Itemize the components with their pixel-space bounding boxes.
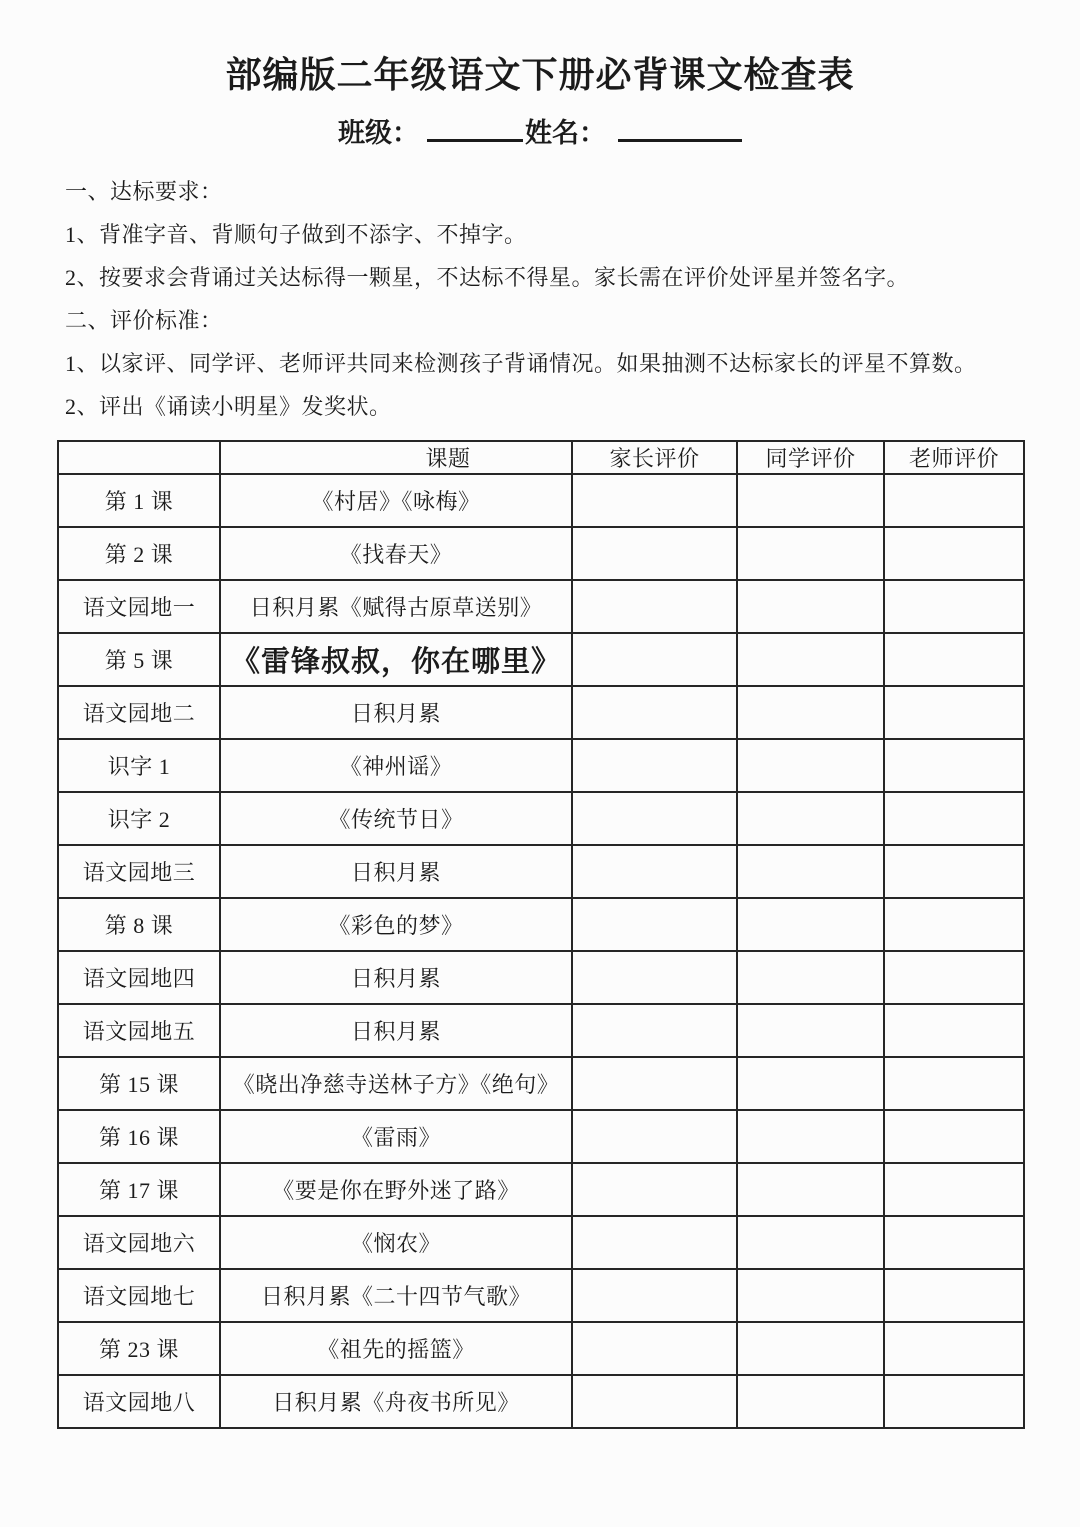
identity-line [0, 115, 1080, 149]
lesson-cell: 语文园地一 [58, 580, 220, 633]
topic-cell: 日积月累 [220, 951, 572, 1004]
table-row [58, 1163, 1024, 1216]
peer-eval-cell [737, 792, 884, 845]
class-label: 班级： [338, 118, 419, 149]
parent-eval-cell [572, 951, 737, 1004]
parent-eval-cell [572, 580, 737, 633]
teacher-eval-cell [884, 1322, 1024, 1375]
parent-eval-cell [572, 686, 737, 739]
column-header: 课题 [220, 441, 572, 474]
table-row [58, 1004, 1024, 1057]
section-1-heading: 一、达标要求： [65, 178, 223, 204]
parent-eval-cell [572, 1322, 737, 1375]
teacher-eval-cell [884, 1375, 1024, 1428]
lesson-cell: 第 1 课 [58, 474, 220, 527]
table-row [58, 633, 1024, 686]
teacher-eval-cell [884, 792, 1024, 845]
criteria-item-2: 2、评出《诵读小明星》发奖状。 [65, 393, 392, 419]
parent-eval-cell [572, 633, 737, 686]
topic-cell: 日积月累 [220, 845, 572, 898]
lesson-cell: 语文园地六 [58, 1216, 220, 1269]
peer-eval-cell [737, 1057, 884, 1110]
teacher-eval-cell [884, 527, 1024, 580]
column-header: 同学评价 [737, 441, 884, 474]
table-row [58, 474, 1024, 527]
peer-eval-cell [737, 1375, 884, 1428]
teacher-eval-cell [884, 1110, 1024, 1163]
topic-cell: 《神州谣》 [220, 739, 572, 792]
lesson-cell: 第 16 课 [58, 1110, 220, 1163]
peer-eval-cell [737, 1004, 884, 1057]
table-row [58, 1057, 1024, 1110]
parent-eval-cell [572, 1110, 737, 1163]
lesson-cell: 识字 1 [58, 739, 220, 792]
peer-eval-cell [737, 633, 884, 686]
topic-cell: 《传统节日》 [220, 792, 572, 845]
parent-eval-cell [572, 792, 737, 845]
table-row [58, 898, 1024, 951]
parent-eval-cell [572, 1004, 737, 1057]
topic-cell: 《彩色的梦》 [220, 898, 572, 951]
teacher-eval-cell [884, 951, 1024, 1004]
peer-eval-cell [737, 739, 884, 792]
parent-eval-cell [572, 1375, 737, 1428]
topic-cell: 《雷雨》 [220, 1110, 572, 1163]
peer-eval-cell [737, 1110, 884, 1163]
class-blank-line [427, 115, 523, 142]
parent-eval-cell [572, 1269, 737, 1322]
requirement-item-1: 1、背准字音、背顺句子做到不添字、不掉字。 [65, 221, 527, 247]
teacher-eval-cell [884, 686, 1024, 739]
topic-cell: 日积月累《二十四节气歌》 [220, 1269, 572, 1322]
column-header: 老师评价 [884, 441, 1024, 474]
table-row [58, 1110, 1024, 1163]
teacher-eval-cell [884, 1057, 1024, 1110]
peer-eval-cell [737, 1163, 884, 1216]
peer-eval-cell [737, 1269, 884, 1322]
table-head [58, 441, 1024, 474]
table-header-row [58, 441, 1024, 474]
topic-cell: 《悯农》 [220, 1216, 572, 1269]
peer-eval-cell [737, 1322, 884, 1375]
topic-cell: 《村居》《咏梅》 [220, 474, 572, 527]
topic-cell: 日积月累《舟夜书所见》 [220, 1375, 572, 1428]
topic-cell: 《祖先的摇篮》 [220, 1322, 572, 1375]
lesson-cell: 语文园地二 [58, 686, 220, 739]
lesson-cell: 语文园地五 [58, 1004, 220, 1057]
peer-eval-cell [737, 845, 884, 898]
topic-cell: 《要是你在野外迷了路》 [220, 1163, 572, 1216]
topic-cell: 《雷锋叔叔，你在哪里》 [220, 633, 572, 686]
table-row [58, 527, 1024, 580]
teacher-eval-cell [884, 898, 1024, 951]
topic-cell: 日积月累《赋得古原草送别》 [220, 580, 572, 633]
peer-eval-cell [737, 1216, 884, 1269]
parent-eval-cell [572, 739, 737, 792]
criteria-item-1: 1、以家评、同学评、老师评共同来检测孩子背诵情况。如果抽测不达标家长的评星不算数。 [65, 350, 977, 376]
parent-eval-cell [572, 845, 737, 898]
parent-eval-cell [572, 474, 737, 527]
lesson-cell: 第 8 课 [58, 898, 220, 951]
recitation-check-table [57, 440, 1025, 1429]
instructions-block [65, 180, 1025, 418]
teacher-eval-cell [884, 845, 1024, 898]
topic-cell: 日积月累 [220, 686, 572, 739]
peer-eval-cell [737, 951, 884, 1004]
teacher-eval-cell [884, 739, 1024, 792]
teacher-eval-cell [884, 580, 1024, 633]
parent-eval-cell [572, 898, 737, 951]
table-row [58, 580, 1024, 633]
lesson-cell: 识字 2 [58, 792, 220, 845]
column-header-blank [58, 441, 220, 474]
table-row [58, 1216, 1024, 1269]
lesson-cell: 第 2 课 [58, 527, 220, 580]
table-row [58, 1375, 1024, 1428]
topic-cell: 《晓出净慈寺送林子方》《绝句》 [220, 1057, 572, 1110]
lesson-cell: 语文园地四 [58, 951, 220, 1004]
peer-eval-cell [737, 474, 884, 527]
teacher-eval-cell [884, 474, 1024, 527]
table-row [58, 686, 1024, 739]
lesson-cell: 第 17 课 [58, 1163, 220, 1216]
teacher-eval-cell [884, 1004, 1024, 1057]
table-row [58, 951, 1024, 1004]
teacher-eval-cell [884, 633, 1024, 686]
lesson-cell: 第 5 课 [58, 633, 220, 686]
table-row [58, 739, 1024, 792]
page-title: 部编版二年级语文下册必背课文检查表 [225, 54, 855, 95]
topic-cell: 日积月累 [220, 1004, 572, 1057]
parent-eval-cell [572, 527, 737, 580]
name-blank-line [618, 115, 742, 142]
parent-eval-cell [572, 1163, 737, 1216]
requirement-item-2: 2、按要求会背诵过关达标得一颗星，不达标不得星。家长需在评价处评星并签名字。 [65, 264, 910, 290]
lesson-cell: 语文园地八 [58, 1375, 220, 1428]
lesson-cell: 第 15 课 [58, 1057, 220, 1110]
table-row [58, 1322, 1024, 1375]
lesson-cell: 第 23 课 [58, 1322, 220, 1375]
peer-eval-cell [737, 898, 884, 951]
table-body [58, 474, 1024, 1428]
column-header: 家长评价 [572, 441, 737, 474]
teacher-eval-cell [884, 1269, 1024, 1322]
peer-eval-cell [737, 580, 884, 633]
table-row [58, 1269, 1024, 1322]
section-2-heading: 二、评价标准： [65, 307, 223, 333]
lesson-cell: 语文园地三 [58, 845, 220, 898]
peer-eval-cell [737, 527, 884, 580]
topic-cell: 《找春天》 [220, 527, 572, 580]
teacher-eval-cell [884, 1163, 1024, 1216]
table-row [58, 792, 1024, 845]
lesson-cell: 语文园地七 [58, 1269, 220, 1322]
parent-eval-cell [572, 1216, 737, 1269]
table-row [58, 845, 1024, 898]
name-label: 姓名： [525, 118, 606, 149]
teacher-eval-cell [884, 1216, 1024, 1269]
parent-eval-cell [572, 1057, 737, 1110]
peer-eval-cell [737, 686, 884, 739]
